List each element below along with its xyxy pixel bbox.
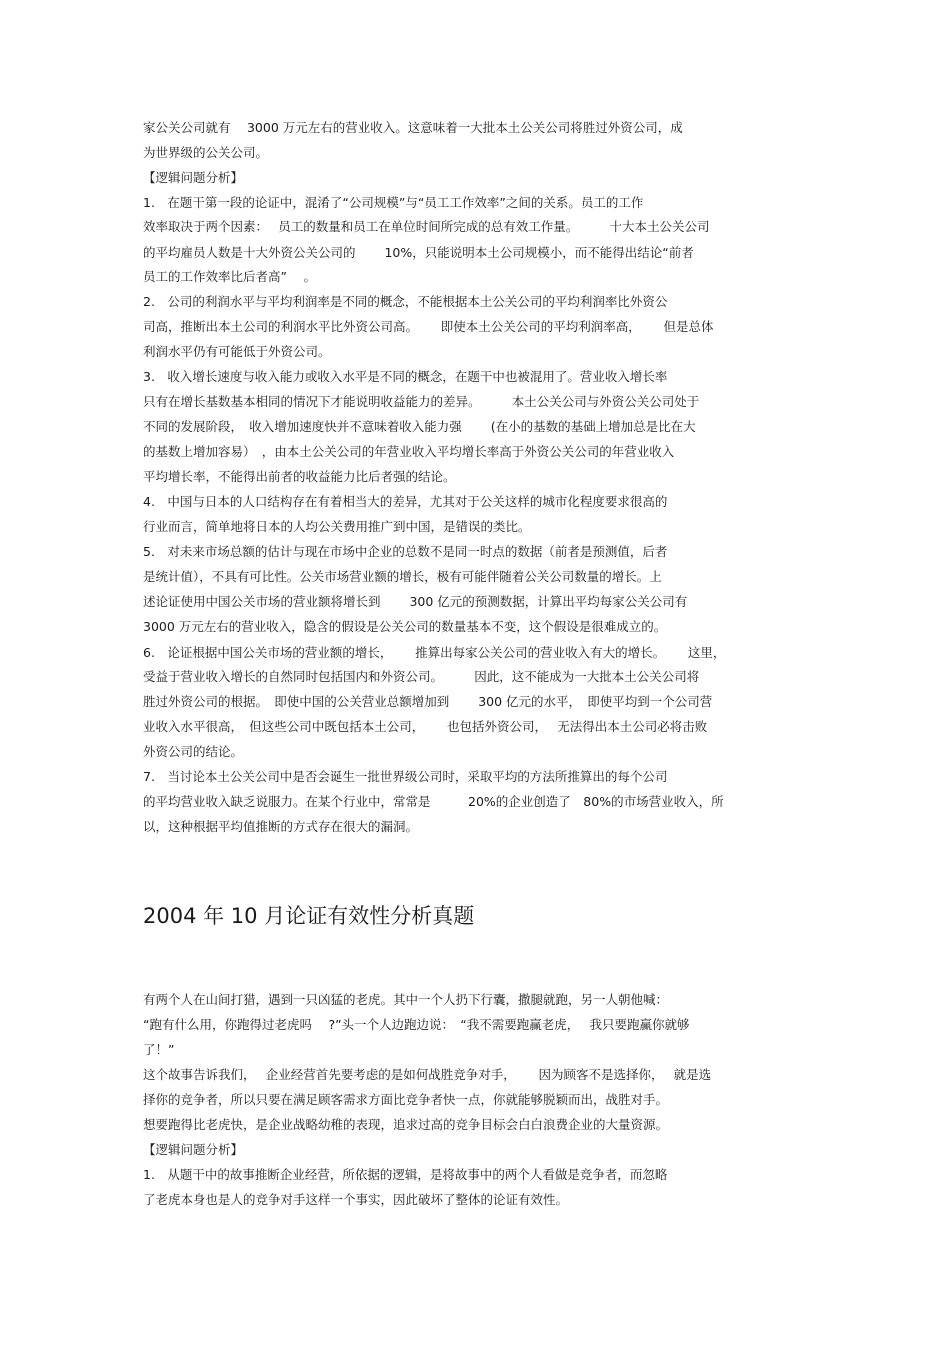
text-line: 述论证使用中国公关市场的营业额将增长到 300 亿元的预测数据，计算出平均每家公关公司有 xyxy=(143,594,688,609)
text-line: 6. 论证根据中国公关市场的营业额的增长， 推算出每家公关公司的营业收入有大的增长。 这里， xyxy=(143,645,726,660)
text-line: 了！” xyxy=(143,1042,175,1057)
text-line: 1. 从题干中的故事推断企业经营，所依据的逻辑，是将故事中的两个人看做是竞争者，而忽略 xyxy=(143,1167,668,1182)
text-line: 受益于营业收入增长的自然同时包括国内和外资公司。 因此，这不能成为一大批本土公关公司将 xyxy=(143,669,700,684)
text-line: 利润水平仍有可能低于外资公司。 xyxy=(143,344,331,359)
text-line: 择你的竞争者，所以只要在满足顾客需求方面比竞争者快一点，你就能够脱颖而出，战胜对手。 xyxy=(143,1092,669,1107)
text-line: 平均增长率，不能得出前者的收益能力比后者强的结论。 xyxy=(143,469,456,484)
text-line: 员工的工作效率比后者高” 。 xyxy=(143,269,316,284)
text-line: 5. 对未来市场总额的估计与现在市场中企业的总数不是同一时点的数据（前者是预测值，后者 xyxy=(143,544,668,559)
text-line: “跑有什么用，你跑得过老虎吗 ?”头一个人边跑边说： “我不需要跑赢老虎， 我只要跑赢你就够 xyxy=(143,1017,690,1032)
text-line: 4. 中国与日本的人口结构存在有着相当大的差异，尤其对于公关这样的城市化程度要求很高的 xyxy=(143,494,668,509)
text-line: 不同的发展阶段， 收入增加速度快并不意味着收入能力强 (在小的基数的基础上增加总是比在大 xyxy=(143,419,696,434)
text-line: 这个故事告诉我们， 企业经营首先要考虑的是如何战胜竞争对手， 因为顾客不是选择你， 就是选 xyxy=(143,1067,712,1082)
text-line: 效率取决于两个因素： 员工的数量和员工在单位时间所完成的总有效工作量。 十大本土公关公司 xyxy=(143,219,710,234)
text-line: 司高，推断出本土公司的利润水平比外资公司高。 即使本土公关公司的平均利润率高， 但是总体 xyxy=(143,319,714,334)
text-line: 外资公司的结论。 xyxy=(143,744,244,759)
text-line: 的平均雇员人数是十大外资公关公司的 10%，只能说明本土公司规模小，而不能得出结论“前者 xyxy=(143,245,694,260)
text-line: 以，这种根据平均值推断的方式存在很大的漏洞。 xyxy=(143,819,419,834)
page-title: 2004 年 10 月论证有效性分析真题 xyxy=(143,904,475,928)
text-line: 了老虎本身也是人的竞争对手这样一个事实，因此破坏了整体的论证有效性。 xyxy=(143,1192,569,1207)
text-line: 2. 公司的利润水平与平均利润率是不同的概念，不能根据本土公关公司的平均利润率比外资公 xyxy=(143,294,668,309)
text-line: 业收入水平很高， 但这些公司中既包括本土公司， 也包括外资公司， 无法得出本土公司必将击败 xyxy=(143,719,708,734)
text-line: 家公关公司就有 3000 万元左右的营业收入。这意味着一大批本土公关公司将胜过外资公司，成 xyxy=(143,120,683,135)
text-line: 的平均营业收入缺乏说服力。在某个行业中，常常是 20%的企业创造了 80%的市场营业收入，所 xyxy=(143,794,724,809)
text-line: 的基数上增加容易） ，由本土公关公司的年营业收入平均增长率高于外资公关公司的年营业收入 xyxy=(143,444,675,459)
text-line: 1. 在题干第一段的论证中，混淆了“公司规模”与“员工工作效率”之间的关系。员工的工作 xyxy=(143,195,644,210)
text-line: 【逻辑问题分析】 xyxy=(143,1142,244,1157)
text-line: 有两个人在山间打猎，遇到一只凶猛的老虎。其中一个人扔下行囊，撒腿就跑，另一人朝他喊： xyxy=(143,992,669,1007)
text-line: 7. 当讨论本土公关公司中是否会诞生一批世界级公司时，采取平均的方法所推算出的每个公司 xyxy=(143,769,668,784)
text-line: 想要跑得比老虎快，是企业战略幼稚的表现，追求过高的竞争目标会白白浪费企业的大量资源。 xyxy=(143,1117,669,1132)
text-line: 为世界级的公关公司。 xyxy=(143,145,269,160)
text-line: 只有在增长基数基本相同的情况下才能说明收益能力的差异。 本土公关公司与外资公关公司处于 xyxy=(143,394,700,409)
text-line: 行业而言，简单地将日本的人均公关费用推广到中国，是错误的类比。 xyxy=(143,519,531,534)
text-line: 是统计值），不具有可比性。公关市场营业额的增长，极有可能伴随着公关公司数量的增长。上 xyxy=(143,569,662,584)
text-line: 3000 万元左右的营业收入，隐含的假设是公关公司的数量基本不变，这个假设是很难成立的。 xyxy=(143,619,667,634)
text-line: 【逻辑问题分析】 xyxy=(143,170,244,185)
text-line: 3. 收入增长速度与收入能力或收入水平是不同的概念，在题干中也被混用了。营业收入增长率 xyxy=(143,369,668,384)
text-line: 胜过外资公司的根据。 即使中国的公关营业总额增加到 300 亿元的水平， 即使平均到一个公司营 xyxy=(143,694,713,709)
